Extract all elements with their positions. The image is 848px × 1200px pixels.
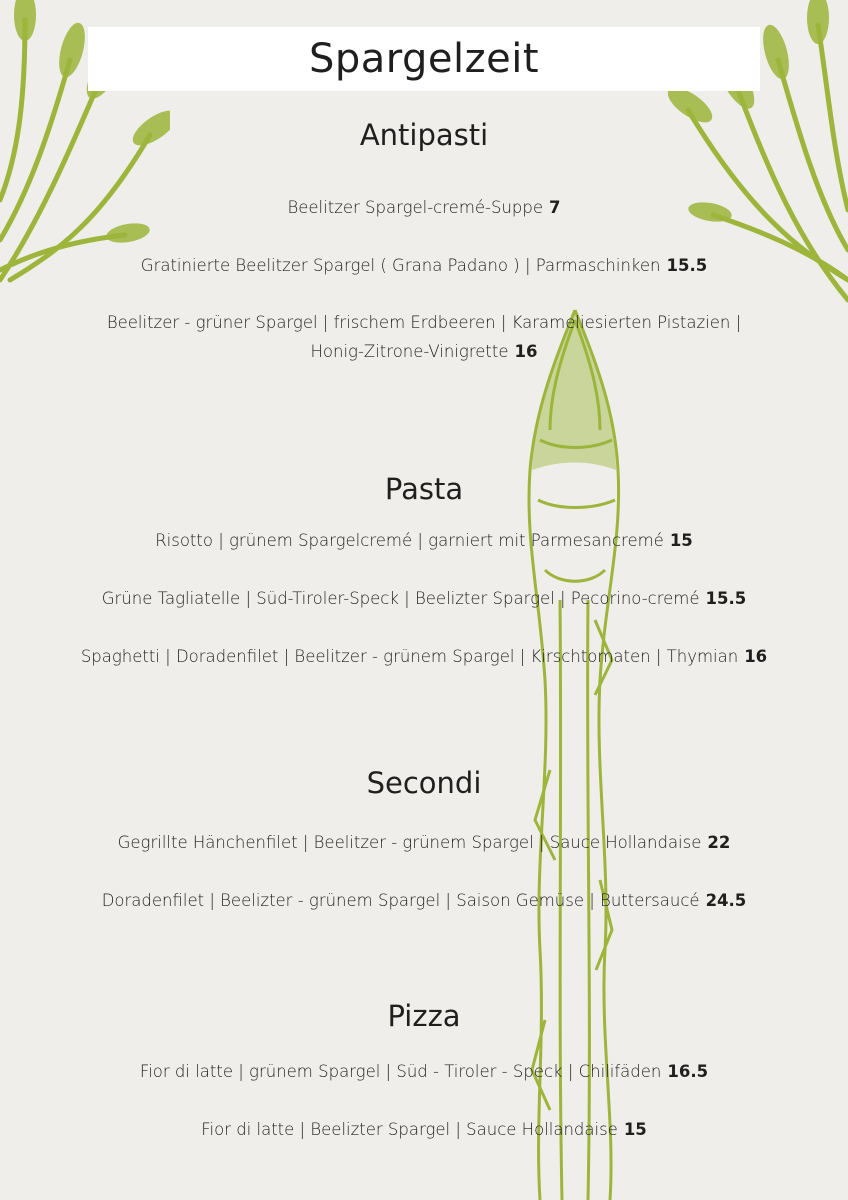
menu-item-text: Gratinierte Beelitzer Spargel ( Grana Padano ) | Parmaschinken bbox=[140, 256, 661, 275]
menu-item-price: 16 bbox=[514, 342, 538, 361]
menu-item-text: Grüne Tagliatelle | Süd-Tiroler-Speck | Beelizter Spargel | Pecorino-cremé bbox=[101, 589, 700, 608]
menu-item-price: 16.5 bbox=[667, 1062, 709, 1081]
menu-item-text: Doradenfilet | Beelizter - grünem Spargel | Saison Gemüse | Buttersaucé bbox=[101, 891, 700, 910]
menu-item bbox=[0, 251, 848, 280]
menu-item bbox=[0, 828, 848, 857]
menu-item-price: 15.5 bbox=[705, 589, 747, 608]
section-title-secondi: Secondi bbox=[366, 766, 482, 800]
menu-item bbox=[0, 1057, 848, 1086]
menu-item-text: Risotto | grünem Spargelcremé | garniert mit Parmesancremé bbox=[155, 531, 664, 550]
menu-item-text: Gegrillte Hänchenfilet | Beelitzer - grünem Spargel | Sauce Hollandaise bbox=[117, 833, 702, 852]
menu-item-text: Fior di latte | Beelizter Spargel | Sauce Hollandaise bbox=[201, 1120, 618, 1139]
menu-item-text-line2: Honig-Zitrone-Vinigrette bbox=[310, 342, 509, 361]
menu-item bbox=[0, 193, 848, 222]
menu-item bbox=[0, 526, 848, 555]
menu-item-text: Spaghetti | Doradenfilet | Beelitzer - grünem Spargel | Kirschtomaten | Thymian bbox=[80, 647, 739, 666]
menu-item bbox=[0, 642, 848, 671]
menu-item-text: Beelitzer Spargel-cremé-Suppe bbox=[287, 198, 544, 217]
menu-title-bar bbox=[88, 27, 760, 91]
menu-item-price: 7 bbox=[549, 198, 561, 217]
menu-item-price: 15 bbox=[669, 531, 693, 550]
menu-item bbox=[0, 1115, 848, 1144]
menu-title: Spargelzeit bbox=[308, 36, 540, 82]
menu-item-price: 15.5 bbox=[666, 256, 708, 275]
menu-item-price: 15 bbox=[623, 1120, 647, 1139]
section-title-antipasti: Antipasti bbox=[359, 118, 489, 152]
menu-item bbox=[0, 886, 848, 915]
menu-item bbox=[0, 308, 848, 366]
section-title-pasta: Pasta bbox=[384, 472, 464, 506]
section-title-pizza: Pizza bbox=[387, 999, 461, 1033]
menu-item-price: 16 bbox=[744, 647, 768, 666]
menu-item-price: 22 bbox=[707, 833, 731, 852]
menu-item-text: Fior di latte | grünem Spargel | Süd - Tiroler - Speck | Chilifäden bbox=[139, 1062, 662, 1081]
menu-item bbox=[0, 584, 848, 613]
menu-item-text: Beelitzer - grüner Spargel | frischem Erdbeeren | Karameliesierten Pistazien | bbox=[106, 313, 742, 332]
menu-item-price: 24.5 bbox=[705, 891, 747, 910]
